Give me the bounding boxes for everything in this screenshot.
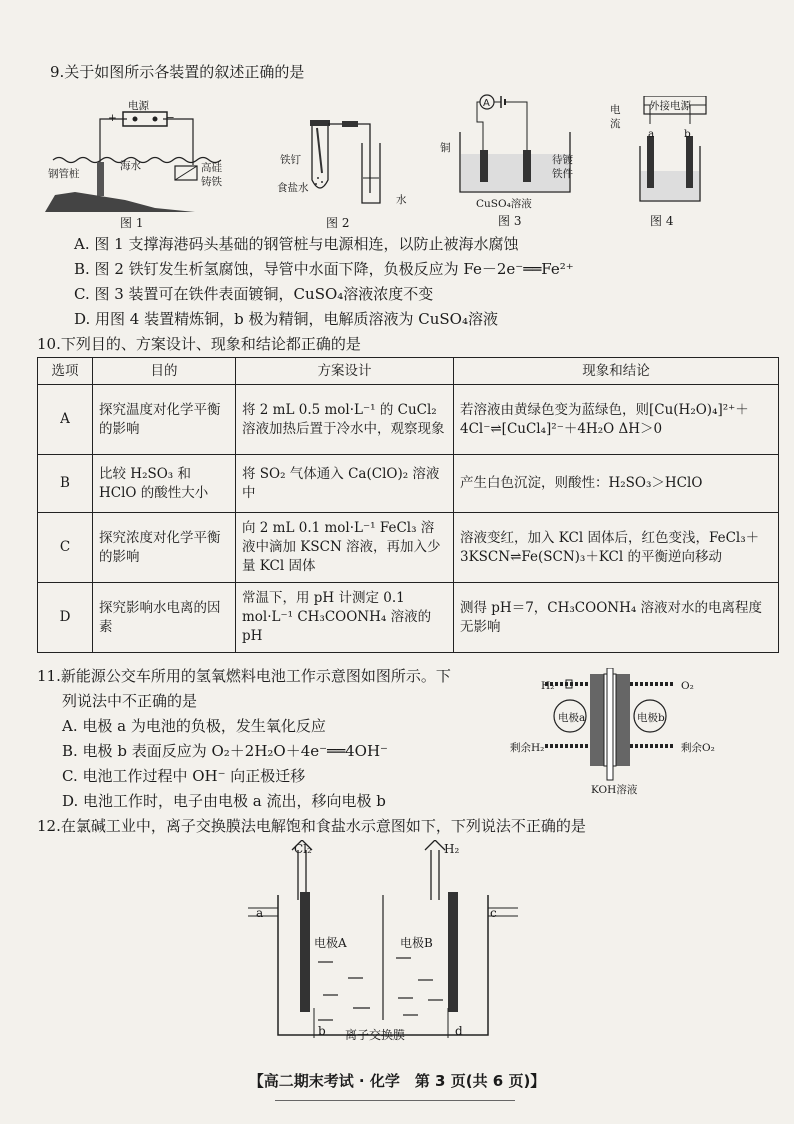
header-result: 现象和结论	[454, 358, 779, 385]
fuel-cell-electrode-a: 电极a	[558, 712, 586, 724]
row-a-result: 若溶液由黄绿色变为蓝绿色，则[Cu(H₂O)₄]²⁺＋4Cl⁻⇌[CuCl₄]²⁻＋4H₂O ΔH＞0	[454, 385, 779, 455]
table-row	[38, 513, 779, 583]
q10-table	[37, 357, 779, 653]
q11-option-d: D. 电池工作时，电子由电极 a 流出，移向电极 b	[62, 792, 386, 810]
row-b-design: 将 SO₂ 气体通入 Ca(ClO)₂ 溶液中	[236, 455, 454, 513]
row-b-purpose: 比较 H₂SO₃ 和 HClO 的酸性大小	[93, 455, 236, 513]
fig4-a-label: a	[648, 128, 655, 140]
fig2-water-label: 水	[396, 194, 407, 206]
fig1-iron-label-1: 高硅	[201, 162, 222, 174]
question-11-stem-1: 11.新能源公交车所用的氢氧燃料电池工作示意图如图所示。下	[37, 667, 451, 685]
figure-1-diagram	[45, 100, 245, 215]
row-d-design: 常温下，用 pH 计测定 0.1 mol·L⁻¹ CH₃COONH₄ 溶液的 pH	[236, 583, 454, 653]
figure-2-diagram	[300, 118, 410, 213]
row-a-purpose: 探究温度对化学平衡的影响	[93, 385, 236, 455]
fuel-cell-diagram	[540, 668, 680, 783]
header-purpose: 目的	[93, 358, 236, 385]
ion-membrane-label: 离子交换膜	[345, 1028, 406, 1042]
figure-3-diagram	[455, 92, 580, 197]
row-b-label: B	[38, 455, 93, 513]
header-design: 方案设计	[236, 358, 454, 385]
q9-option-d: D. 用图 4 装置精炼铜，b 极为精铜，电解质溶液为 CuSO₄溶液	[74, 310, 498, 328]
diagram-cl2-label: Cl₂	[294, 842, 312, 856]
fig1-pile-label: 钢管桩	[48, 168, 80, 180]
row-b-result: 产生白色沉淀，则酸性：H₂SO₃＞HClO	[454, 455, 779, 513]
row-d-label: D	[38, 583, 93, 653]
row-a-label: A	[38, 385, 93, 455]
fig4-current-label-1: 电	[610, 104, 621, 116]
fig4-current-label-2: 流	[610, 118, 621, 130]
fig4-power-label: 外接电源	[649, 100, 691, 112]
row-c-purpose: 探究浓度对化学平衡的影响	[93, 513, 236, 583]
fig4-caption: 图 4	[650, 214, 674, 228]
fuel-cell-residual-o2: 剩余O₂	[681, 742, 715, 754]
fuel-cell-koh-label: KOH溶液	[591, 784, 638, 796]
fig3-solution-label: CuSO₄溶液	[476, 198, 532, 210]
q11-option-c: C. 电池工作过程中 OH⁻ 向正极迁移	[62, 767, 306, 785]
fig2-saltwater-label: 食盐水	[277, 182, 309, 194]
svg-text:A: A	[483, 98, 490, 109]
fig3-caption: 图 3	[498, 214, 522, 228]
fig2-nail-label: 铁钉	[280, 154, 301, 166]
q9-option-a: A. 图 1 支撑海港码头基础的钢管桩与电源相连，以防止被海水腐蚀	[74, 235, 519, 253]
fig1-caption: 图 1	[120, 216, 144, 230]
question-12-stem: 12.在氯碱工业中，离子交换膜法电解饱和食盐水示意图如下，下列说法不正确的是	[37, 817, 586, 835]
question-9-stem: 9.关于如图所示各装置的叙述正确的是	[50, 63, 305, 81]
chlor-alkali-diagram	[248, 840, 518, 1040]
fig1-seawater-label: 海水	[120, 160, 141, 172]
table-header-row	[38, 358, 779, 385]
row-d-result: 测得 pH＝7，CH₃COONH₄ 溶液对水的电离程度无影响	[454, 583, 779, 653]
row-c-result: 溶液变红，加入 KCl 固体后，红色变浅，FeCl₃＋3KSCN⇌Fe(SCN)₃＋KCl 的平衡逆向移动	[454, 513, 779, 583]
diagram-c-label: c	[490, 906, 497, 920]
question-11-stem-2: 列说法中不正确的是	[62, 692, 198, 710]
fig1-iron-label-2: 铸铁	[201, 176, 222, 188]
fuel-cell-electrode-b: 电极b	[637, 712, 665, 724]
fuel-cell-o2-label: O₂	[681, 680, 694, 692]
diagram-h2-label: H₂	[444, 842, 460, 856]
table-row	[38, 583, 779, 653]
fig1-minus-label: −	[166, 112, 175, 124]
row-d-purpose: 探究影响水电离的因素	[93, 583, 236, 653]
fig1-plus-label: +	[108, 112, 117, 124]
row-a-design: 将 2 mL 0.5 mol·L⁻¹ 的 CuCl₂ 溶液加热后置于冷水中，观察现象	[236, 385, 454, 455]
footer-divider	[275, 1100, 515, 1101]
diagram-a-label: a	[256, 906, 264, 920]
header-option: 选项	[38, 358, 93, 385]
question-10-stem: 10.下列目的、方案设计、现象和结论都正确的是	[37, 335, 361, 353]
q9-option-b: B. 图 2 铁钉发生析氢腐蚀，导管中水面下降，负极反应为 Fe－2e⁻══Fe²⁺	[74, 260, 574, 278]
diagram-b-label: b	[318, 1024, 326, 1038]
row-c-label: C	[38, 513, 93, 583]
fig2-caption: 图 2	[326, 216, 350, 230]
fuel-cell-residual-h2: 剩余H₂	[510, 742, 545, 754]
q11-option-b: B. 电极 b 表面反应为 O₂＋2H₂O＋4e⁻══4OH⁻	[62, 742, 388, 760]
q9-option-c: C. 图 3 装置可在铁件表面镀铜，CuSO₄溶液浓度不变	[74, 285, 434, 303]
q11-option-a: A. 电极 a 为电池的负极，发生氧化反应	[62, 717, 326, 735]
fig3-copper-label: 铜	[440, 142, 451, 154]
fuel-cell-h2-label: H₂	[541, 680, 555, 692]
fig1-power-label: 电源	[128, 100, 149, 112]
table-row	[38, 385, 779, 455]
fig4-b-label: b	[684, 128, 691, 140]
table-row	[38, 455, 779, 513]
fig3-workpiece-label-1: 待镀	[552, 154, 573, 166]
fig3-workpiece-label-2: 铁件	[552, 168, 573, 180]
electrode-a-label: 电极A	[314, 936, 347, 950]
row-c-design: 向 2 mL 0.1 mol·L⁻¹ FeCl₃ 溶液中滴加 KSCN 溶液，再加入少量 KCl 固体	[236, 513, 454, 583]
page-footer: 【高二期末考试 · 化学 第 3 页(共 6 页)】	[248, 1072, 546, 1090]
electrode-b-label: 电极B	[400, 936, 433, 950]
diagram-d-label: d	[455, 1024, 463, 1038]
